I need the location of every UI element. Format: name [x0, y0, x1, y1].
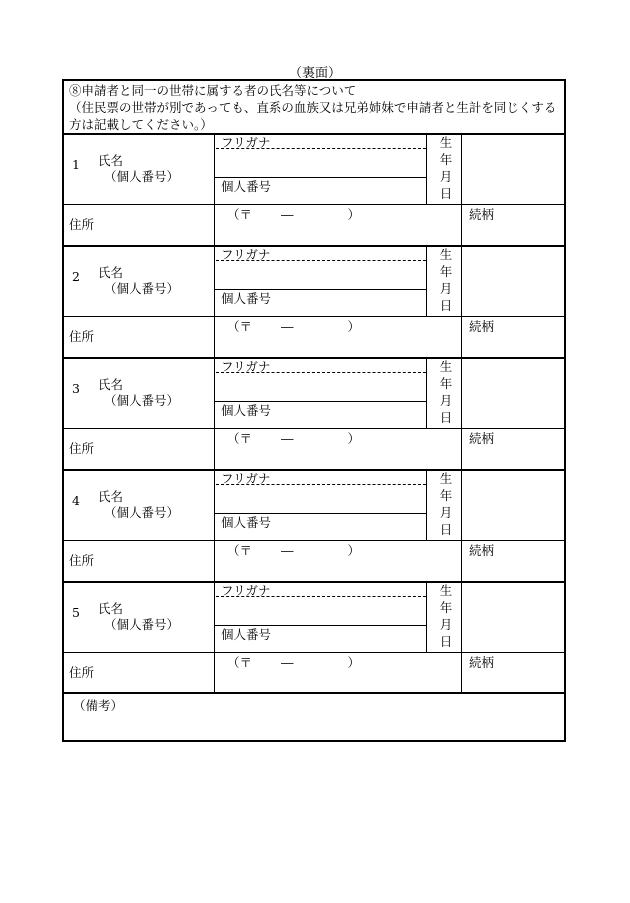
address-label: 住所	[69, 665, 95, 680]
label-column-divider	[214, 581, 215, 693]
section-note: （住民票の世帯が別であっても、直系の血族又は兄弟姉妹で申請者と生計を同じくする方は記載してください。）	[69, 100, 557, 132]
kojin-bango-label: 個人番号	[221, 515, 272, 530]
furigana-label: フリガナ	[221, 135, 271, 150]
furigana-dashed-line	[216, 148, 426, 149]
address-label: 住所	[69, 329, 95, 344]
name-label: 氏名	[98, 489, 124, 504]
address-label: 住所	[69, 553, 95, 568]
page-title: （裏面）	[288, 66, 341, 81]
name-label: 氏名	[98, 377, 124, 392]
member-number: 4	[72, 493, 80, 508]
my-number-label: （個人番号）	[104, 281, 180, 296]
block-top-border	[64, 469, 564, 471]
name-column-divider	[426, 245, 427, 316]
name-column-divider	[426, 357, 427, 428]
birth-char: 日	[439, 410, 453, 425]
name-column-divider	[426, 133, 427, 204]
postal-code-label: （〒 ― ）	[227, 431, 360, 446]
furigana-dashed-line	[216, 484, 426, 485]
section-header	[64, 81, 564, 133]
member-block-2	[64, 245, 564, 357]
birth-char: 生	[439, 359, 453, 374]
birth-char: 月	[439, 281, 453, 296]
block-top-border	[64, 357, 564, 359]
name-column-divider	[426, 581, 427, 652]
member-block-5	[64, 581, 564, 693]
furigana-label: フリガナ	[221, 247, 271, 262]
name-label: 氏名	[98, 601, 124, 616]
my-number-label: （個人番号）	[104, 617, 180, 632]
my-number-label: （個人番号）	[104, 393, 180, 408]
name-label: 氏名	[98, 153, 124, 168]
member-block-1	[64, 133, 564, 245]
postal-code-label: （〒 ― ）	[227, 543, 360, 558]
kojin-bango-label: 個人番号	[221, 291, 272, 306]
label-column-divider	[214, 133, 215, 245]
label-column-divider	[214, 245, 215, 357]
birth-char: 生	[439, 471, 453, 486]
birth-char: 日	[439, 186, 453, 201]
birth-column-divider	[461, 581, 462, 693]
furigana-label: フリガナ	[221, 359, 271, 374]
member-block-3	[64, 357, 564, 469]
birth-date-label	[434, 470, 458, 538]
birth-char: 年	[439, 600, 453, 615]
block-top-border	[64, 133, 564, 135]
furigana-dashed-line	[216, 596, 426, 597]
birth-date-label	[434, 582, 458, 650]
block-top-border	[64, 581, 564, 583]
birth-column-divider	[461, 469, 462, 581]
postal-code-label: （〒 ― ）	[227, 319, 360, 334]
birth-char: 日	[439, 634, 453, 649]
birth-char: 日	[439, 298, 453, 313]
name-column-divider	[426, 469, 427, 540]
remarks-label: （備考）	[73, 698, 124, 713]
birth-char: 生	[439, 583, 453, 598]
my-number-label: （個人番号）	[104, 505, 180, 520]
label-column-divider	[214, 469, 215, 581]
birth-char: 年	[439, 264, 453, 279]
birth-char: 月	[439, 393, 453, 408]
birth-char: 年	[439, 488, 453, 503]
furigana-dashed-line	[216, 372, 426, 373]
section-title: ⑧申請者と同一の世帯に属する者の氏名等について	[69, 83, 357, 98]
birth-char: 月	[439, 617, 453, 632]
remarks-divider	[64, 692, 564, 694]
relationship-label: 続柄	[469, 655, 495, 670]
relationship-label: 続柄	[469, 207, 495, 222]
furigana-label: フリガナ	[221, 471, 271, 486]
kojin-bango-label: 個人番号	[221, 627, 272, 642]
birth-column-divider	[461, 245, 462, 357]
birth-char: 月	[439, 169, 453, 184]
name-label: 氏名	[98, 265, 124, 280]
kojin-bango-label: 個人番号	[221, 179, 272, 194]
my-number-label: （個人番号）	[104, 169, 180, 184]
member-block-4	[64, 469, 564, 581]
birth-date-label	[434, 134, 458, 202]
member-number: 3	[72, 381, 80, 396]
birth-column-divider	[461, 357, 462, 469]
address-label: 住所	[69, 441, 95, 456]
household-members-form	[62, 79, 566, 742]
member-number: 2	[72, 269, 80, 284]
relationship-label: 続柄	[469, 319, 495, 334]
postal-code-label: （〒 ― ）	[227, 207, 360, 222]
birth-char: 年	[439, 152, 453, 167]
kojin-bango-label: 個人番号	[221, 403, 272, 418]
relationship-label: 続柄	[469, 543, 495, 558]
label-column-divider	[214, 357, 215, 469]
birth-char: 日	[439, 522, 453, 537]
birth-column-divider	[461, 133, 462, 245]
birth-char: 生	[439, 247, 453, 262]
member-number: 5	[72, 605, 80, 620]
member-number: 1	[72, 157, 80, 172]
birth-char: 生	[439, 135, 453, 150]
address-label: 住所	[69, 217, 95, 232]
furigana-dashed-line	[216, 260, 426, 261]
birth-char: 年	[439, 376, 453, 391]
block-top-border	[64, 245, 564, 247]
furigana-label: フリガナ	[221, 583, 271, 598]
relationship-label: 続柄	[469, 431, 495, 446]
birth-char: 月	[439, 505, 453, 520]
birth-date-label	[434, 246, 458, 314]
postal-code-label: （〒 ― ）	[227, 655, 360, 670]
birth-date-label	[434, 358, 458, 426]
